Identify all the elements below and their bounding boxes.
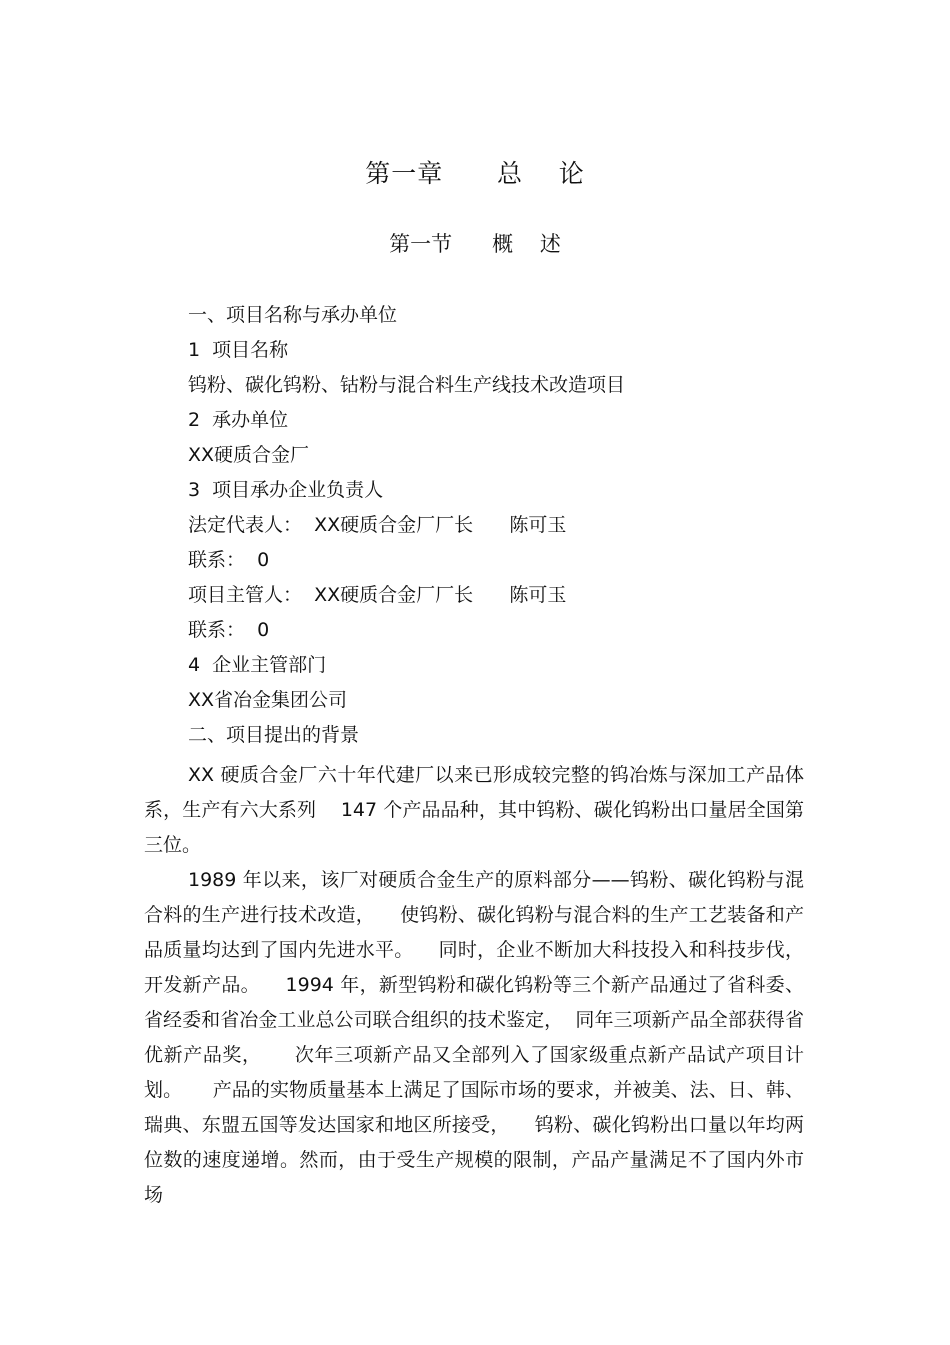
item-supervising-department-label: 4 企业主管部门 <box>188 654 327 676</box>
background-paragraph-1: XX 硬质合金厂六十年代建厂以来已形成较完整的钨冶炼与深加工产品体系，生产有六大系列 147 个产品品种，其中钨粉、碳化钨粉出口量居全国第三位。 <box>144 764 804 856</box>
project-manager-line: 项目主管人： XX硬质合金厂厂长 陈可玉 <box>188 584 567 606</box>
contact-line-1: 联系： 0 <box>188 549 270 571</box>
heading-project-background: 二、项目提出的背景 <box>188 724 360 746</box>
item-project-name-label: 1 项目名称 <box>188 339 289 361</box>
item-supervising-department-value: XX省冶金集团公司 <box>188 689 348 711</box>
section-title: 第一节 概 述 <box>389 232 561 256</box>
item-project-name-value: 钨粉、碳化钨粉、钴粉与混合料生产线技术改造项目 <box>188 374 626 396</box>
contact-line-2: 联系： 0 <box>188 619 270 641</box>
heading-project-name-and-organizer: 一、项目名称与承办单位 <box>188 304 398 326</box>
item-responsible-person-label: 3 项目承办企业负责人 <box>188 479 384 501</box>
chapter-title: 第一章 总 论 <box>365 159 585 188</box>
background-paragraph-2: 1989 年以来，该厂对硬质合金生产的原料部分——钨粉、碳化钨粉与混合料的生产进行技术改造， 使钨粉、碳化钨粉与混合料的生产工艺装备和产品质量均达到了国内先进水平。 同时，企业不断加大科技投入和科技步伐，开发新产品。 1994 年，新型钨粉和碳化钨粉等三个新产品通过了省科委、 省经委和省冶金工业总公司联合组织的技术鉴定， 同年三项新产品全部获得省优新产品奖， 次年三项新产品又全部列入了国家级重点新产品试产项目计划。 产品的实物质量基本上满足了国际市场的要求，并被美、法、日、韩、瑞典、东盟五国等发达国家和地区所接受， 钨粉、碳化钨粉出口量以年均两位数的速度递增。然而，由于受生产规模的限制，产品产量满足不了国内外市场 <box>144 869 817 1206</box>
legal-representative-line: 法定代表人： XX硬质合金厂厂长 陈可玉 <box>188 514 567 536</box>
item-organizer-value: XX硬质合金厂 <box>188 444 310 466</box>
item-organizer-label: 2 承办单位 <box>188 409 289 431</box>
